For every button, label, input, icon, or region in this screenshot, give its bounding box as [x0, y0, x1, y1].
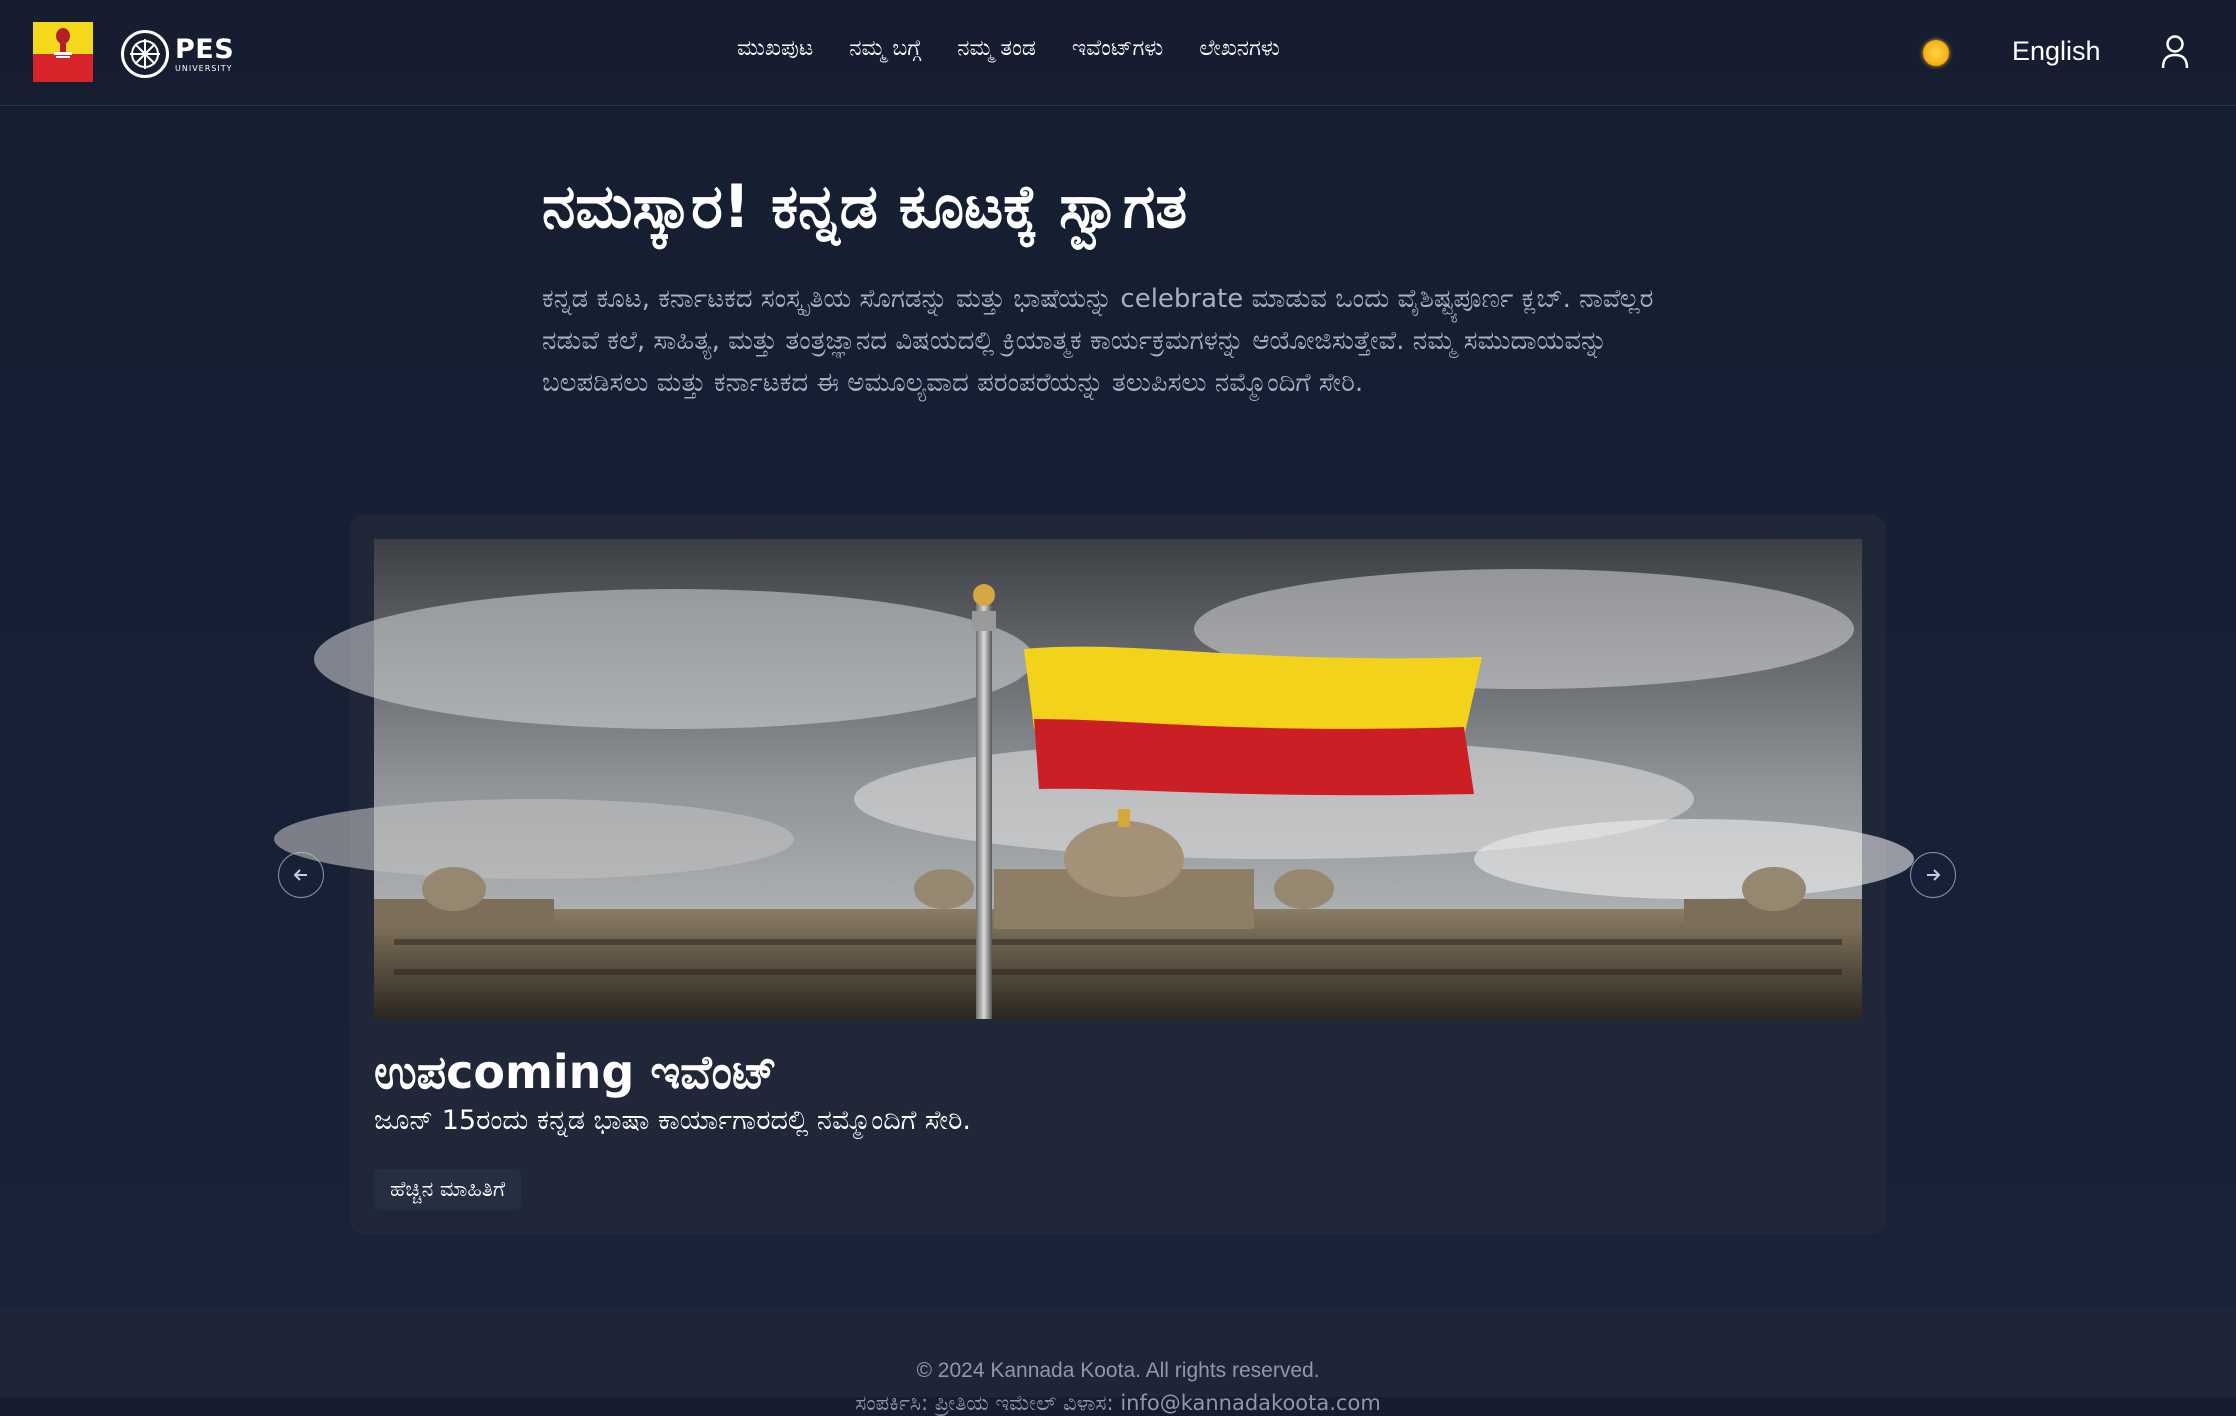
event-title: ಉಪcoming ಇವೆಂಟ್: [374, 1045, 778, 1099]
event-carousel-card: [350, 515, 1886, 1235]
arrow-right-icon: [1923, 865, 1943, 885]
nav-item-articles[interactable]: ಲೇಖನಗಳು: [1199, 36, 1280, 61]
pes-university-logo[interactable]: [121, 27, 234, 81]
carousel-next-button[interactable]: [1910, 852, 1956, 898]
nav-item-about[interactable]: ನಮ್ಮ ಬಗ್ಗೆ: [849, 36, 922, 61]
user-profile-icon[interactable]: [2160, 34, 2190, 70]
emblem-icon: [51, 26, 75, 60]
footer-contact: ಸಂಪರ್ಕಿಸಿ: ಪ್ರೀತಿಯ ಇಮೇಲ್ ವಿಳಾಸ: info@kannadakoota.com: [855, 1391, 1381, 1415]
footer-copyright: © 2024 Kannada Koota. All rights reserved.: [916, 1359, 1320, 1382]
kannada-koota-logo[interactable]: [33, 22, 93, 82]
hero-description: ಕನ್ನಡ ಕೂಟ, ಕರ್ನಾಟಕದ ಸಂಸ್ಕೃತಿಯ ಸೊಗಡನ್ನು ಮತ್ತು ಭಾಷೆಯನ್ನು celebrate ಮಾಡುವ ಒಂದು ವೈಶಿಷ್ಟ್ಯಪೂರ್ಣ ಕ್ಲಬ್. ನಾವೆಲ್ಲರ ನಡುವೆ ಕಲೆ, ಸಾಹಿತ್ಯ, ಮತ್ತು ತಂತ್ರಜ್ಞಾನದ ವಿಷಯದಲ್ಲಿ ಕ್ರಿಯಾತ್ಮಕ ಕಾರ್ಯಕ್ರಮಗಳನ್ನು ಆಯೋಜಿಸುತ್ತೇವೆ. ನಮ್ಮ ಸಮುದಾಯವನ್ನು ಬಲಪಡಿಸಲು ಮತ್ತು ಕರ್ನಾಟಕದ ಈ ಅಮೂಲ್ಯವಾದ ಪರಂಪರೆಯನ್ನು ತಲುಪಿಸಲು ನಮ್ಮೊಂದಿಗೆ ಸೇರಿ.: [542, 284, 1654, 398]
theme-toggle-sun-icon[interactable]: [1923, 40, 1949, 66]
nav-item-events[interactable]: ಇವೆಂಟ್‌ಗಳು: [1071, 36, 1164, 61]
pes-logo-subtext: UNIVERSITY: [175, 63, 233, 73]
event-subtitle: ಜೂನ್ 15ರಂದು ಕನ್ನಡ ಭಾಷಾ ಕಾರ್ಯಾಗಾರದಲ್ಲಿ ನಮ್ಮೊಂದಿಗೆ ಸೇರಿ.: [374, 1105, 971, 1136]
pes-logo-text: PES: [175, 33, 235, 65]
footer: [0, 1307, 2236, 1415]
nav-item-team[interactable]: ನಮ್ಮ ತಂಡ: [957, 36, 1036, 61]
arrow-left-icon: [291, 865, 311, 885]
more-info-button[interactable]: ಹೆಚ್ಚಿನ ಮಾಹಿತಿಗೆ: [374, 1169, 521, 1210]
language-switch-button[interactable]: English: [2012, 36, 2101, 66]
hero-title: ನಮಸ್ಕಾರ! ಕನ್ನಡ ಕೂಟಕ್ಕೆ ಸ್ವಾಗತ: [542, 172, 1188, 242]
event-image-karnataka-flag: [374, 539, 1862, 1019]
main-nav: [737, 36, 1280, 61]
top-navbar: [0, 0, 2236, 106]
nav-item-home[interactable]: ಮುಖಪುಟ: [737, 36, 814, 61]
pes-compass-icon: [121, 30, 169, 78]
